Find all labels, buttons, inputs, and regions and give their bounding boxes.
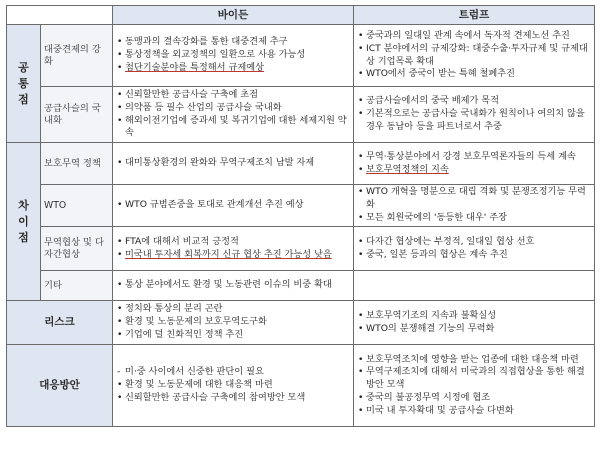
list-item: • FTA에 대해서 비교적 긍정적 xyxy=(116,236,350,249)
table-row xyxy=(7,143,595,185)
list-item: • 대미통상환경의 완화와 무역구제조치 남발 자제 xyxy=(116,157,350,170)
list-item: • 보호무역기조의 지속과 불확실성 xyxy=(357,310,591,323)
cell-trump-response xyxy=(354,345,595,427)
group-common: 공 통 점 xyxy=(7,25,41,143)
table-row xyxy=(7,271,595,301)
list-item: • 중국, 일본 등과의 협상은 계속 추진 xyxy=(357,249,591,262)
list-item: • 통상정책을 외교정책의 일환으로 사용 가능성 xyxy=(116,49,350,62)
group-diff: 차 이 점 xyxy=(7,143,41,301)
cell-trump-risk xyxy=(354,301,595,345)
list-item: • 신뢰할만한 공급사슬 구축에의 참여방안 모색 xyxy=(116,392,350,405)
list-item: • 동맹과의 결속강화를 통한 대중견제 추구 xyxy=(116,36,350,49)
list-item: • 미국 내 투자확대 및 공급사슬 다변화 xyxy=(357,405,591,418)
cell-biden-wto xyxy=(113,185,354,227)
row-label-wto: WTO xyxy=(41,185,113,227)
cell-trump-supply xyxy=(354,87,595,143)
cell-trump-trade xyxy=(354,227,595,271)
list-item: • 신뢰할만한 공급사슬 구축에 초점 xyxy=(116,89,350,102)
list-item: • 의약품 등 필수 산업의 공급사슬 국내화 xyxy=(116,102,350,115)
list-item: • 통상 분야에서도 환경 및 노동관련 이슈의 비중 확대 xyxy=(116,279,350,292)
cell-biden-domestic xyxy=(113,25,354,87)
cell-biden-trade xyxy=(113,227,354,271)
list-item: • 중국의 불공정무역 시정에 협조 xyxy=(357,392,591,405)
list-item: • 정치와 통상의 분리 곤란 xyxy=(116,303,350,316)
group-risk: 리스크 xyxy=(7,301,113,345)
table-row xyxy=(7,185,595,227)
list-item: • WTO에서 중국이 받는 특혜 철폐추진 xyxy=(357,68,591,81)
list-item: • 첨단기술분야를 특정해서 규제예상 xyxy=(116,62,350,75)
list-item: • 공급사슬에서의 중국 배제가 목적 xyxy=(357,95,591,108)
row-label-domestic: 대중견제의 강화 xyxy=(41,25,113,87)
list-item: • 보호무역조치에 영향을 받는 업종에 대한 대응책 마련 xyxy=(357,354,591,367)
list-item: • 다자간 협상에는 부정적, 일대일 협상 선호 xyxy=(357,236,591,249)
list-item: • 무역구제조치에 대해서 미국과의 직접협상을 통한 해결방안 모색 xyxy=(357,366,591,392)
row-label-etc: 기타 xyxy=(41,271,113,301)
list-item: • 환경 및 노동문제의 보호무역도구화 xyxy=(116,316,350,329)
cell-trump-protect xyxy=(354,143,595,185)
cell-biden-protect xyxy=(113,143,354,185)
list-item: • 모든 회원국에의 '동등한 대우' 주장 xyxy=(357,212,591,225)
table-row xyxy=(7,345,595,427)
cell-biden-etc xyxy=(113,271,354,301)
list-item: • 기업에 덜 친화적인 정책 추진 xyxy=(116,329,350,342)
cell-trump-wto xyxy=(354,185,595,227)
row-label-supply: 공급사슬의 국내화 xyxy=(41,87,113,143)
list-item: • WTO 개혁을 명분으로 대립 격화 및 분쟁조정기능 무력화 xyxy=(357,186,591,212)
row-label-protect: 보호무역 정책 xyxy=(41,143,113,185)
table-row xyxy=(7,227,595,271)
list-item: • WTO의 분쟁해결 기능의 무력화 xyxy=(357,323,591,336)
comparison-table xyxy=(6,5,595,427)
group-response: 대응방안 xyxy=(7,345,113,427)
list-item: • WTO 규범존중을 토대로 관계개선 추진 예상 xyxy=(116,199,350,212)
row-label-trade: 무역협상 및 다자간협상 xyxy=(41,227,113,271)
header-corner xyxy=(7,6,113,25)
table-row xyxy=(7,87,595,143)
header-biden: 바이든 xyxy=(113,6,354,25)
list-item: • 환경 및 노동문제에 대한 대응책 마련 xyxy=(116,379,350,392)
cell-trump-domestic xyxy=(354,25,595,87)
table-row xyxy=(7,25,595,87)
header-row xyxy=(7,6,595,25)
list-item: • 무역·통상분야에서 강경 보호무역론자들의 득세 계속 xyxy=(357,151,591,164)
list-item: • 해외이전기업에 증과세 및 복귀기업에 대한 세제지원 약속 xyxy=(116,115,350,141)
cell-trump-etc xyxy=(354,271,595,301)
cell-biden-response xyxy=(113,345,354,427)
list-item: • 보호무역정책의 지속 xyxy=(357,164,591,177)
table-row xyxy=(7,301,595,345)
cell-biden-risk xyxy=(113,301,354,345)
cell-biden-supply xyxy=(113,87,354,143)
header-trump: 트럼프 xyxy=(354,6,595,25)
list-item: - 미·중 사이에서 신중한 판단이 필요 xyxy=(116,366,350,379)
list-item: • ICT 분야에서의 규제강화: 대중수출·투자규제 및 규제대상 기업목록 확대 xyxy=(357,43,591,69)
list-item: • 기본적으로는 공급사슬 국내화가 원칙이나 여의치 않을 경우 동남아 등을 파트너로서 추중 xyxy=(357,108,591,134)
list-item: • 미국내 투자세 회복까지 신규 협상 추진 가능성 낮음 xyxy=(116,249,350,262)
list-item: • 중국과의 일대일 관계 속에서 독자적 견제노선 추진 xyxy=(357,30,591,43)
